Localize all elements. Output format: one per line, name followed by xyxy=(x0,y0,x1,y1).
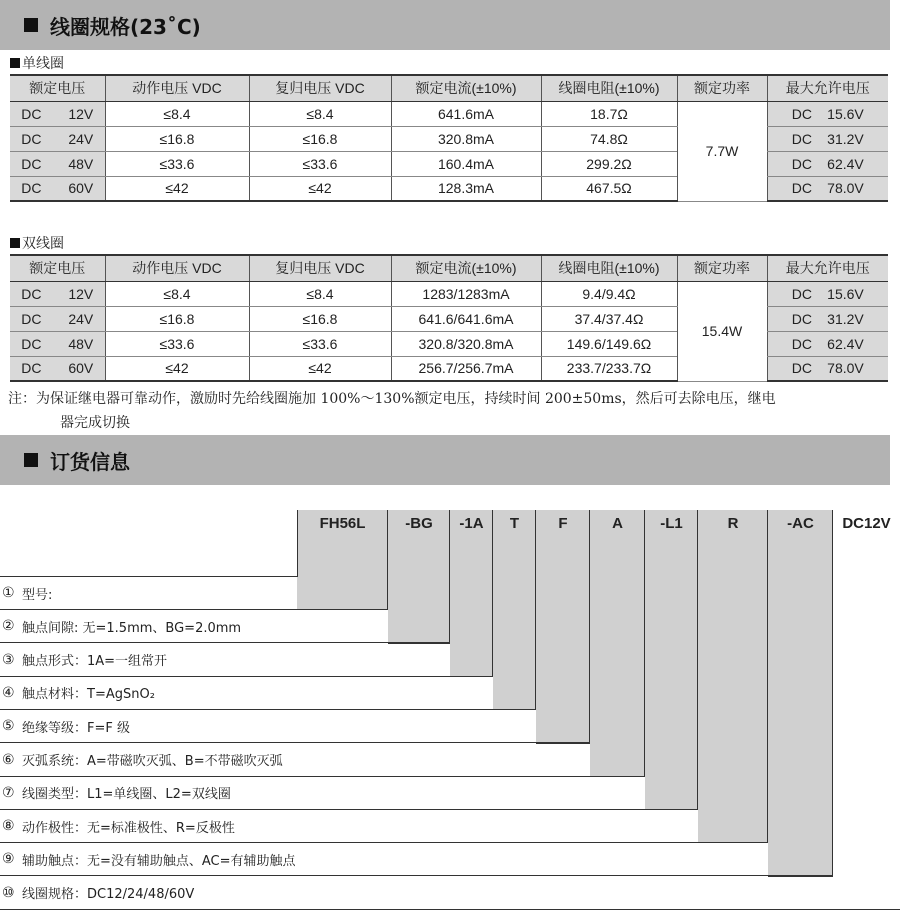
rated-voltage-cell xyxy=(10,281,105,306)
coil-resistance: 74.8Ω xyxy=(541,126,677,151)
coil-resistance: 467.5Ω xyxy=(541,176,677,201)
order-item-row xyxy=(0,677,536,710)
section-header-coil-spec xyxy=(0,0,890,50)
rated-voltage-cell xyxy=(10,176,105,201)
voltage-value: 24V xyxy=(68,130,94,147)
column-header: 额定电压 xyxy=(10,75,105,101)
column-header: 额定电压 xyxy=(10,255,105,281)
coil-resistance: 233.7/233.7Ω xyxy=(541,356,677,381)
order-item-row xyxy=(0,644,493,677)
dc-label: DC xyxy=(791,180,812,197)
rated-power: 7.7W xyxy=(677,101,767,201)
voltage-value: 48V xyxy=(68,155,94,172)
coil-resistance: 18.7Ω xyxy=(541,101,677,126)
item-number: ⑥ xyxy=(2,751,15,768)
release-voltage: ≤16.8 xyxy=(249,306,391,331)
rated-voltage-cell xyxy=(10,306,105,331)
voltage-value: 12V xyxy=(68,285,94,302)
operate-voltage: ≤33.6 xyxy=(105,151,249,176)
order-item-row xyxy=(0,610,450,643)
column-header: 线圈电阻(±10%) xyxy=(541,75,677,101)
dc-label: DC xyxy=(791,130,812,147)
order-code-segment: A xyxy=(612,515,623,532)
item-number: ⑤ xyxy=(2,718,15,735)
rated-voltage-cell xyxy=(10,101,105,126)
voltage-value: 78.0V xyxy=(827,360,864,377)
code-segment-box xyxy=(645,510,698,810)
order-item-row xyxy=(0,810,768,843)
release-voltage: ≤33.6 xyxy=(249,331,391,356)
operate-voltage: ≤8.4 xyxy=(105,101,249,126)
item-text: 型号: xyxy=(22,587,53,603)
voltage-value: 78.0V xyxy=(827,180,864,197)
item-number: ③ xyxy=(2,651,15,668)
column-header: 最大允许电压 xyxy=(767,255,888,281)
column-header: 额定电流(±10%) xyxy=(391,255,541,281)
rated-current: 128.3mA xyxy=(391,176,541,201)
single-coil-table xyxy=(10,74,888,202)
order-item-row xyxy=(0,777,698,810)
item-text: 线圈类型：L1=单线圈、L2=双线圈 xyxy=(22,787,231,803)
item-text: 灭弧系统：A=带磁吹灭弧、B=不带磁吹灭弧 xyxy=(22,754,283,769)
rated-current: 256.7/256.7mA xyxy=(391,356,541,381)
voltage-value: 24V xyxy=(68,310,94,327)
rated-voltage xyxy=(17,180,97,196)
rated-voltage xyxy=(17,286,97,302)
operate-voltage: ≤42 xyxy=(105,176,249,201)
table-header-row xyxy=(10,75,888,101)
dc-label: DC xyxy=(21,285,42,302)
operate-voltage: ≤8.4 xyxy=(105,281,249,306)
item-number: ④ xyxy=(2,684,15,701)
max-voltage-cell xyxy=(767,331,888,356)
order-code-segment: -L1 xyxy=(660,515,683,532)
rated-voltage xyxy=(17,360,97,376)
item-number: ② xyxy=(2,618,15,635)
section-header-ordering xyxy=(0,435,890,485)
column-header: 最大允许电压 xyxy=(767,75,888,101)
release-voltage: ≤8.4 xyxy=(249,281,391,306)
table-header-row xyxy=(10,255,888,281)
voltage-value: 62.4V xyxy=(827,335,864,352)
release-voltage: ≤42 xyxy=(249,176,391,201)
order-item-row xyxy=(0,744,645,777)
voltage-value: 31.2V xyxy=(827,130,864,147)
order-item-row xyxy=(0,710,590,743)
release-voltage: ≤8.4 xyxy=(249,101,391,126)
table-row xyxy=(10,101,888,126)
max-voltage xyxy=(788,131,868,147)
square-bullet-icon xyxy=(24,18,38,32)
max-voltage-cell xyxy=(767,281,888,306)
double-coil-label: 双线圈 xyxy=(10,233,64,253)
column-header: 额定电流(±10%) xyxy=(391,75,541,101)
code-segment-box xyxy=(768,510,833,877)
max-voltage-cell xyxy=(767,126,888,151)
max-voltage xyxy=(788,106,868,122)
rated-current: 160.4mA xyxy=(391,151,541,176)
rated-voltage-cell xyxy=(10,331,105,356)
item-number: ⑨ xyxy=(2,851,15,868)
release-voltage: ≤42 xyxy=(249,356,391,381)
rated-voltage xyxy=(17,156,97,172)
table-row xyxy=(10,281,888,306)
code-segment-box xyxy=(698,510,768,843)
max-voltage-cell xyxy=(767,306,888,331)
rated-voltage xyxy=(17,336,97,352)
item-text: 触点材料：T=AgSnO₂ xyxy=(22,687,155,703)
order-code-segment: DC12V xyxy=(842,515,891,532)
dc-label: DC xyxy=(21,130,42,147)
item-text: 线圈规格：DC12/24/48/60V xyxy=(22,887,195,903)
item-number: ① xyxy=(2,585,15,601)
section-title: 订货信息 xyxy=(50,449,130,474)
dc-label: DC xyxy=(791,285,812,302)
dc-label: DC xyxy=(791,310,812,327)
dc-label: DC xyxy=(21,335,42,352)
dc-label: DC xyxy=(21,155,42,172)
item-text: 触点间隙: 无=1.5mm、BG=2.0mm xyxy=(22,620,242,636)
order-code-segment: -BG xyxy=(405,515,433,532)
operate-voltage: ≤42 xyxy=(105,356,249,381)
voltage-value: 15.6V xyxy=(827,285,864,302)
item-number: ⑩ xyxy=(2,884,15,901)
voltage-value: 60V xyxy=(68,180,94,197)
dc-label: DC xyxy=(791,105,812,122)
coil-resistance: 299.2Ω xyxy=(541,151,677,176)
voltage-value: 62.4V xyxy=(827,155,864,172)
square-bullet-icon xyxy=(24,453,38,467)
rated-voltage xyxy=(17,311,97,327)
max-voltage-cell xyxy=(767,151,888,176)
order-item-row xyxy=(0,577,388,610)
order-code-segment: T xyxy=(509,515,520,532)
rated-voltage-cell xyxy=(10,356,105,381)
max-voltage xyxy=(788,360,868,376)
code-segment-box xyxy=(536,510,590,744)
voltage-value: 60V xyxy=(68,360,94,377)
release-voltage: ≤33.6 xyxy=(249,151,391,176)
operate-voltage: ≤16.8 xyxy=(105,126,249,151)
rated-current: 320.8/320.8mA xyxy=(391,331,541,356)
section-title: 线圈规格(23˚C) xyxy=(50,14,201,39)
dc-label: DC xyxy=(791,335,812,352)
code-segment-box xyxy=(590,510,645,777)
max-voltage xyxy=(788,286,868,302)
column-header: 动作电压 VDC xyxy=(105,255,249,281)
note-text: 注：为保证继电器可靠动作，激励时先给线圈施加 100%～130%额定电压，持续时间 200±50ms，然后可去除电压，继电 器完成切换 xyxy=(8,391,776,431)
order-code-segment: -AC xyxy=(787,515,814,532)
dc-label: DC xyxy=(21,105,42,122)
rated-voltage-cell xyxy=(10,126,105,151)
rated-current: 1283/1283mA xyxy=(391,281,541,306)
double-coil-table xyxy=(10,254,888,382)
max-voltage xyxy=(788,311,868,327)
dc-label: DC xyxy=(791,360,812,377)
voltage-value: 15.6V xyxy=(827,105,864,122)
rated-voltage xyxy=(17,106,97,122)
order-code-segment: F xyxy=(558,515,568,532)
order-code-segment: FH56L xyxy=(319,515,366,532)
order-item-row xyxy=(0,877,900,910)
column-header: 线圈电阻(±10%) xyxy=(541,255,677,281)
dc-label: DC xyxy=(21,360,42,377)
operate-voltage: ≤33.6 xyxy=(105,331,249,356)
voltage-value: 12V xyxy=(68,105,94,122)
order-code-segment: R xyxy=(727,515,739,532)
dc-label: DC xyxy=(21,180,42,197)
order-code-segment: -1A xyxy=(459,515,484,532)
item-number: ⑧ xyxy=(2,818,15,835)
order-top-line xyxy=(0,576,298,577)
column-header: 额定功率 xyxy=(677,75,767,101)
order-item-row xyxy=(0,843,833,876)
max-voltage xyxy=(788,156,868,172)
voltage-value: 48V xyxy=(68,335,94,352)
max-voltage-cell xyxy=(767,176,888,201)
coil-resistance: 37.4/37.4Ω xyxy=(541,306,677,331)
column-header: 复归电压 VDC xyxy=(249,75,391,101)
voltage-value: 31.2V xyxy=(827,310,864,327)
rated-voltage-cell xyxy=(10,151,105,176)
item-text: 辅助触点：无=没有辅助触点、AC=有辅助触点 xyxy=(22,853,296,869)
max-voltage xyxy=(788,336,868,352)
square-bullet-icon xyxy=(10,238,20,248)
max-voltage-cell xyxy=(767,101,888,126)
column-header: 额定功率 xyxy=(677,255,767,281)
column-header: 动作电压 VDC xyxy=(105,75,249,101)
rated-voltage xyxy=(17,131,97,147)
rated-current: 320.8mA xyxy=(391,126,541,151)
rated-power: 15.4W xyxy=(677,281,767,381)
column-header: 复归电压 VDC xyxy=(249,255,391,281)
single-coil-label: 单线圈 xyxy=(10,53,64,73)
square-bullet-icon xyxy=(10,58,20,68)
rated-current: 641.6/641.6mA xyxy=(391,306,541,331)
item-number: ⑦ xyxy=(2,784,15,801)
coil-resistance: 149.6/149.6Ω xyxy=(541,331,677,356)
max-voltage-cell xyxy=(767,356,888,381)
operate-voltage: ≤16.8 xyxy=(105,306,249,331)
item-text: 动作极性：无=标准极性、R=反极性 xyxy=(22,820,235,836)
rated-current: 641.6mA xyxy=(391,101,541,126)
release-voltage: ≤16.8 xyxy=(249,126,391,151)
dc-label: DC xyxy=(21,310,42,327)
item-text: 触点形式：1A=一组常开 xyxy=(22,654,168,670)
coil-resistance: 9.4/9.4Ω xyxy=(541,281,677,306)
item-text: 绝缘等级：F=F 级 xyxy=(22,720,130,736)
max-voltage xyxy=(788,180,868,196)
dc-label: DC xyxy=(791,155,812,172)
